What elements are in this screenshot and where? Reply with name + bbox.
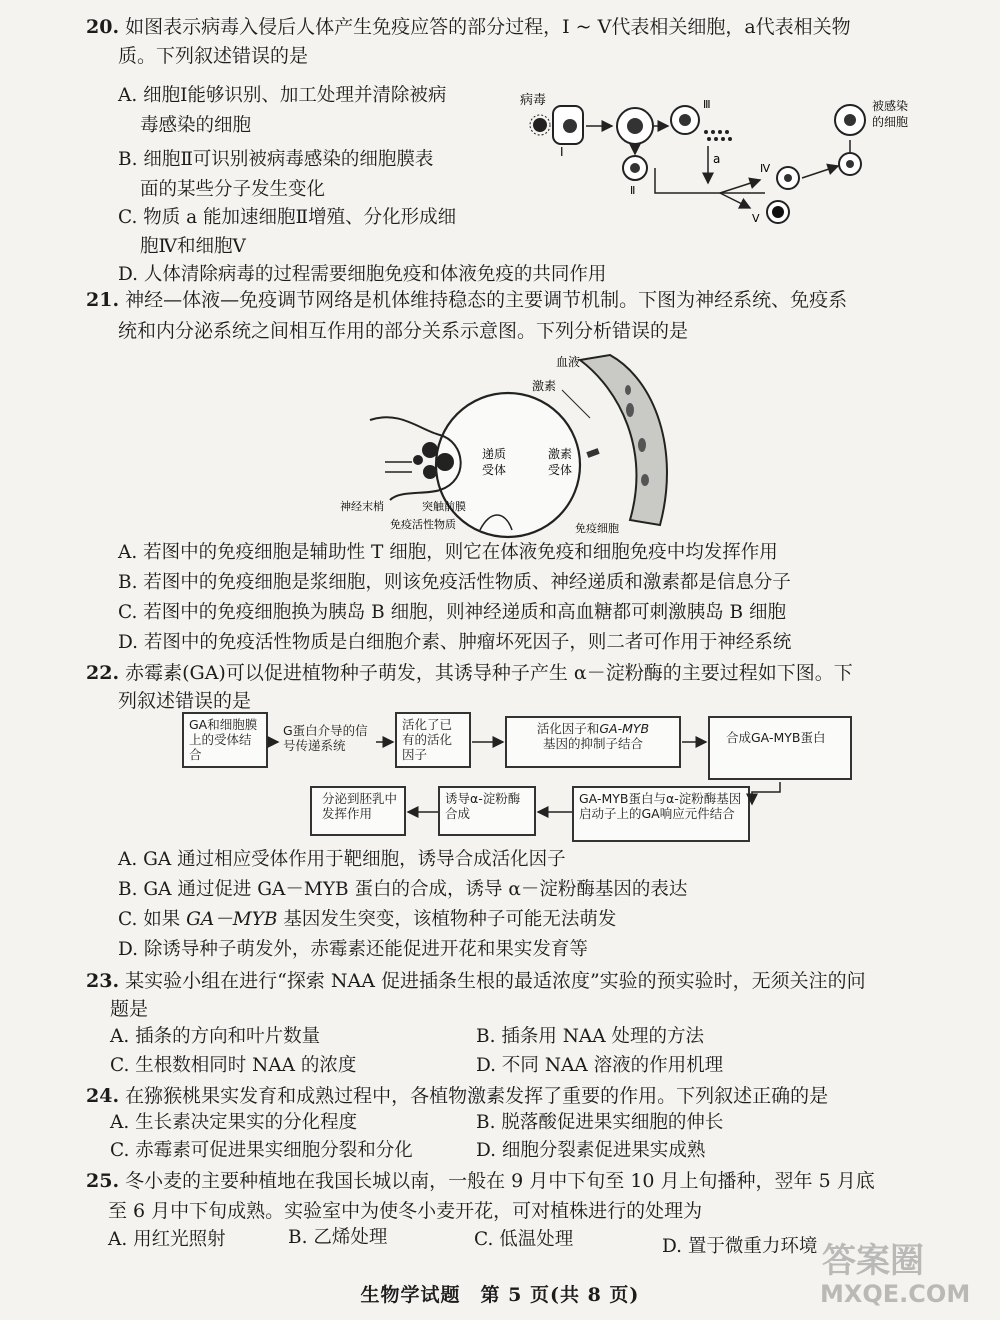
- option-b-cont: 面的某些分子发生变化: [140, 179, 326, 200]
- option-b: B. 脱落酸促进果实细胞的伸长: [476, 1112, 724, 1133]
- option-a: A. 若图中的免疫细胞是辅助性 T 细胞，则它在体液免疫和细胞免疫中均发挥作用: [118, 542, 778, 563]
- blood-vessel: [580, 355, 667, 525]
- neuro-immune-figure: [330, 350, 700, 540]
- substance-a-dots: [704, 130, 732, 141]
- flow-box-5: 合成GA-MYB蛋白: [708, 716, 852, 780]
- question-number: 22.: [86, 662, 120, 684]
- option-c-cont: 胞Ⅳ和细胞Ⅴ: [140, 236, 246, 257]
- question-20: [86, 14, 851, 41]
- question-24: [86, 1083, 828, 1110]
- cell-3-label: Ⅲ: [703, 98, 711, 111]
- immune-response-figure: [520, 88, 940, 238]
- question-stem: 赤霉素(GA)可以促进植物种子萌发，其诱导种子产生 α－淀粉酶的主要过程如下图。下: [125, 662, 853, 684]
- question-stem: 在猕猴桃果实发育和成熟过程中，各植物激素发挥了重要的作用。下列叙述正确的是: [125, 1085, 829, 1107]
- immune-cell-label: 免疫细胞: [575, 522, 619, 535]
- flow-box-8: 分泌到胚乳中发挥作用: [310, 786, 406, 836]
- option-b: B. 乙烯处理: [288, 1227, 388, 1248]
- flowchart-arrows: [260, 720, 860, 830]
- infected-label-2: 的细胞: [872, 115, 909, 129]
- option-d: D. 不同 NAA 溶液的作用机理: [476, 1055, 724, 1076]
- option-a-cont: 毒感染的细胞: [140, 115, 252, 136]
- substance-a-label: a: [713, 152, 721, 166]
- option-d: D. 人体清除病毒的过程需要细胞免疫和体液免疫的共同作用: [118, 264, 607, 285]
- flow-box-1: GA和细胞膜上的受体结合: [182, 712, 268, 768]
- option-c: C. 低温处理: [474, 1229, 574, 1250]
- option-a: A. 插条的方向和叶片数量: [110, 1026, 321, 1047]
- option-d: D. 若图中的免疫活性物质是白细胞介素、肿瘤坏死因子，则二者可作用于神经系统: [118, 632, 792, 653]
- question-stem: 某实验小组在进行“探索 NAA 促进插条生根的最适浓度”实验的预实验时，无须关注的问: [125, 970, 866, 992]
- nt-receptor-label-1: 递质: [482, 447, 507, 461]
- hormone-label: 激素: [532, 379, 557, 393]
- option-a: A. GA 通过相应受体作用于靶细胞，诱导合成活化因子: [118, 849, 566, 870]
- arrow: [720, 193, 750, 208]
- question-number: 21.: [86, 289, 120, 311]
- option-b: B. 细胞Ⅱ可识别被病毒感染的细胞膜表: [118, 149, 434, 170]
- presynaptic-label: 突触前膜: [422, 500, 466, 513]
- question-stem: 冬小麦的主要种植地在我国长城以南，一般在 9 月中下旬至 10 月上旬播种，翌年 5 月底: [125, 1170, 875, 1192]
- question-stem: 如图表示病毒入侵后人体产生免疫应答的部分过程，Ⅰ ~ Ⅴ代表相关细胞，a代表相关物: [125, 16, 851, 38]
- flow-box-4-gene: GA-MYB: [599, 721, 650, 736]
- virus-label: 病毒: [520, 93, 547, 108]
- cell-2-label: Ⅱ: [630, 184, 636, 197]
- question-25: [86, 1168, 875, 1195]
- leader-line: [562, 390, 590, 418]
- h-receptor-label-1: 激素: [548, 447, 573, 461]
- question-23: [86, 968, 866, 995]
- page-footer: 生物学试题 第 5 页(共 8 页): [360, 1284, 640, 1306]
- arrow: [720, 180, 760, 193]
- option-d: D. 除诱导种子萌发外，赤霉素还能促进开花和果实发育等: [118, 939, 588, 960]
- question-25-stem-cont: 至 6 月中下旬成熟。实验室中为使冬小麦开花，可对植株进行的处理为: [108, 1200, 703, 1222]
- option-b: B. GA 通过促进 GA－MYB 蛋白的合成，诱导 α－淀粉酶基因的表达: [118, 879, 688, 900]
- question-number: 23.: [86, 970, 120, 992]
- question-number: 20.: [86, 16, 120, 38]
- option-c-prefix: C. 如果: [118, 909, 187, 930]
- option-d: D. 细胞分裂素促进果实成熟: [476, 1140, 706, 1161]
- option-c: C. 赤霉素可促进果实细胞分裂和分化: [110, 1140, 413, 1161]
- question-20-stem-cont: 质。下列叙述错误的是: [118, 45, 309, 67]
- cell-4-icon: [777, 167, 799, 189]
- flow-box-2: G蛋白介导的信号传递系统: [283, 723, 368, 753]
- cell-2-icon: [623, 156, 647, 180]
- cell-3-icon: [671, 106, 699, 134]
- active-substance-label: 免疫活性物质: [390, 518, 456, 531]
- flow-box-4-text-a: 活化因子和: [536, 721, 600, 736]
- option-c: C. 物质 a 能加速细胞Ⅱ增殖、分化形成细: [118, 207, 457, 228]
- flow-box-6: GA-MYB蛋白与α-淀粉酶基因启动子上的GA响应元件结合: [572, 786, 750, 842]
- virus-icon: [530, 115, 550, 135]
- question-stem: 神经—体液—免疫调节网络是机体维持稳态的主要调节机制。下图为神经系统、免疫系: [125, 289, 848, 311]
- option-c: C. 若图中的免疫细胞换为胰岛 B 细胞，则神经递质和高血糖都可刺激胰岛 B 细胞: [118, 602, 786, 623]
- helper-cell-icon: [617, 108, 653, 144]
- watermark-line-2: MXQE.COM: [820, 1280, 971, 1308]
- question-21: [86, 287, 847, 314]
- arrow: [802, 166, 838, 178]
- flow-box-3: 活化了已有的活化因子: [395, 712, 471, 768]
- question-21-stem-cont: 统和内分泌系统之间相互作用的部分关系示意图。下列分析错误的是: [118, 320, 689, 342]
- watermark-logo: [812, 1230, 982, 1310]
- question-22-stem-cont: 列叙述错误的是: [118, 690, 252, 712]
- cell-1-label: Ⅰ: [560, 145, 564, 159]
- flow-box-4-text-c: 基因的抑制子结合: [542, 736, 643, 751]
- option-c-suffix: 基因发生突变，该植物种子可能无法萌发: [277, 909, 617, 930]
- flow-box-7: 诱导α-淀粉酶合成: [438, 786, 536, 836]
- option-a: A. 用红光照射: [108, 1229, 226, 1250]
- infected-label-1: 被感染: [872, 99, 909, 113]
- cell-5-icon: [767, 201, 789, 223]
- question-number: 25.: [86, 1170, 120, 1192]
- question-number: 24.: [86, 1085, 120, 1107]
- nerve-ending-label: 神经末梢: [340, 500, 384, 513]
- question-23-stem-cont: 题是: [110, 998, 149, 1020]
- option-c: C. 生根数相同时 NAA 的浓度: [110, 1055, 357, 1076]
- option-a: A. 生长素决定果实的分化程度: [110, 1112, 358, 1133]
- option-c: [118, 907, 616, 933]
- cell-1-icon: [553, 106, 583, 144]
- arrow: [752, 782, 780, 804]
- blood-label: 血液: [556, 355, 581, 369]
- h-receptor-label-2: 受体: [548, 463, 573, 477]
- cell-5-label: Ⅴ: [752, 212, 760, 225]
- option-a: A. 细胞Ⅰ能够识别、加工处理并清除被病: [118, 85, 447, 106]
- question-22: [86, 660, 853, 687]
- connector-line: [655, 168, 765, 193]
- gene-name: GA－MYB: [186, 909, 278, 930]
- hormone-receptor: [586, 448, 599, 458]
- option-b: B. 插条用 NAA 处理的方法: [476, 1026, 705, 1047]
- option-d: D. 置于微重力环境: [662, 1236, 818, 1257]
- option-b: B. 若图中的免疫细胞是浆细胞，则该免疫活性物质、神经递质和激素都是信息分子: [118, 572, 791, 593]
- nt-receptor-label-2: 受体: [482, 463, 507, 477]
- watermark-line-1: 答案圈: [822, 1241, 924, 1281]
- cell-4-label: Ⅳ: [760, 162, 771, 175]
